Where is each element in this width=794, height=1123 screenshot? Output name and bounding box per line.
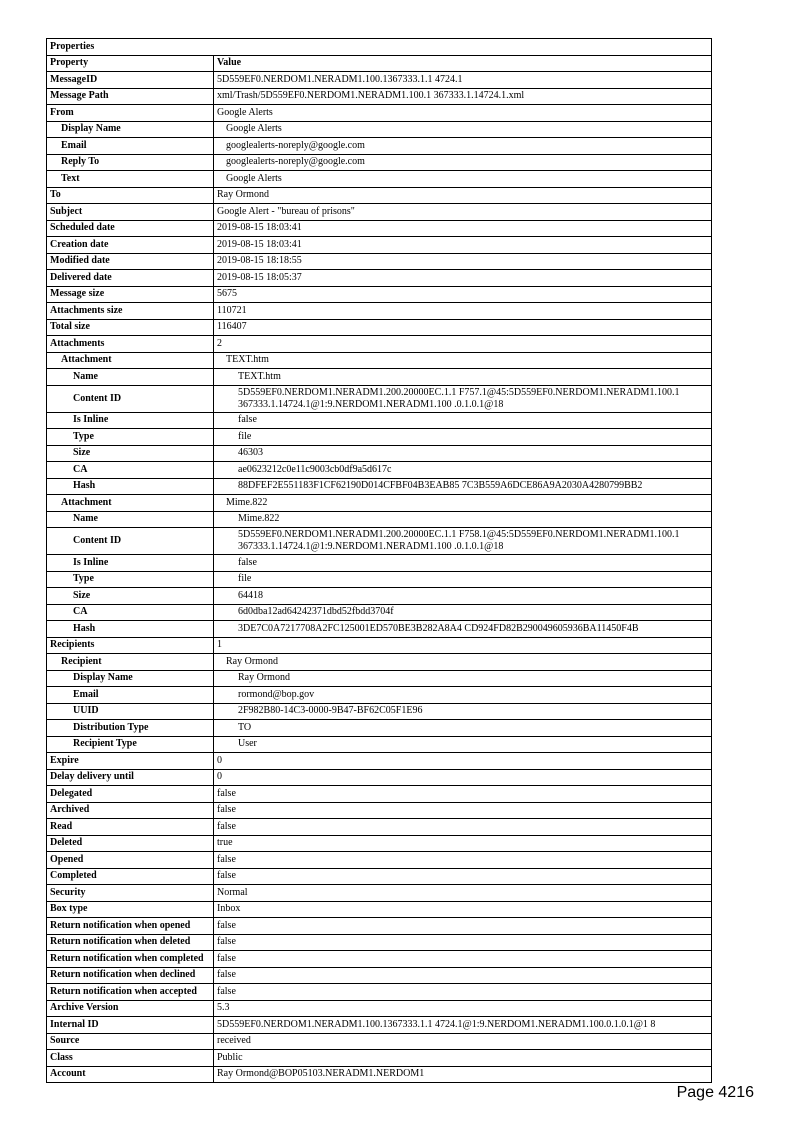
table-row bbox=[47, 1066, 712, 1083]
table-row bbox=[47, 412, 712, 429]
table-row bbox=[47, 1000, 712, 1017]
property-name: Type bbox=[47, 571, 214, 588]
property-value: rormond@bop.gov bbox=[214, 687, 712, 704]
header-property: Property bbox=[47, 55, 214, 72]
property-value: Inbox bbox=[214, 901, 712, 918]
table-row bbox=[47, 934, 712, 951]
property-value: false bbox=[214, 868, 712, 885]
table-row bbox=[47, 138, 712, 155]
table-row bbox=[47, 319, 712, 336]
table-row bbox=[47, 303, 712, 320]
table-row bbox=[47, 604, 712, 621]
table-row bbox=[47, 154, 712, 171]
property-name: Attachment bbox=[47, 495, 214, 512]
property-name: To bbox=[47, 187, 214, 204]
property-name: Name bbox=[47, 369, 214, 386]
property-value: googlealerts-noreply@google.com bbox=[214, 138, 712, 155]
property-value: 116407 bbox=[214, 319, 712, 336]
table-row bbox=[47, 720, 712, 737]
property-value: Google Alerts bbox=[214, 105, 712, 122]
table-title-row bbox=[47, 39, 712, 56]
property-name: Account bbox=[47, 1066, 214, 1083]
property-name: From bbox=[47, 105, 214, 122]
property-value: 1 bbox=[214, 637, 712, 654]
table-row bbox=[47, 868, 712, 885]
table-row bbox=[47, 637, 712, 654]
property-name: UUID bbox=[47, 703, 214, 720]
property-name: Name bbox=[47, 511, 214, 528]
table-row bbox=[47, 121, 712, 138]
property-value: false bbox=[214, 819, 712, 836]
property-name: CA bbox=[47, 604, 214, 621]
property-value: 5675 bbox=[214, 286, 712, 303]
property-value: 5D559EF0.NERDOM1.NERADM1.100.1367333.1.1 4724.1 bbox=[214, 72, 712, 89]
property-name: Box type bbox=[47, 901, 214, 918]
property-name: Delivered date bbox=[47, 270, 214, 287]
property-name: Archive Version bbox=[47, 1000, 214, 1017]
table-row bbox=[47, 835, 712, 852]
table-row bbox=[47, 204, 712, 221]
property-name: Modified date bbox=[47, 253, 214, 270]
property-name: Recipient bbox=[47, 654, 214, 671]
property-name: Creation date bbox=[47, 237, 214, 254]
table-row bbox=[47, 187, 712, 204]
table-row bbox=[47, 588, 712, 605]
property-value: 5D559EF0.NERDOM1.NERADM1.200.20000EC.1.1 F757.1@45:5D559EF0.NERDOM1.NERADM1.100.1 367333.1.14724.1@1:9.NERDOM1.NERADM1.100 .0.1.0.1@18 bbox=[214, 385, 712, 412]
property-value: ae0623212c0e11c9003cb0df9a5d617c bbox=[214, 462, 712, 479]
property-name: Total size bbox=[47, 319, 214, 336]
property-value: Public bbox=[214, 1050, 712, 1067]
property-value: Mime.822 bbox=[214, 495, 712, 512]
property-name: Internal ID bbox=[47, 1017, 214, 1034]
property-value: false bbox=[214, 967, 712, 984]
table-row bbox=[47, 687, 712, 704]
property-value: 5D559EF0.NERDOM1.NERADM1.200.20000EC.1.1 F758.1@45:5D559EF0.NERDOM1.NERADM1.100.1 367333.1.14724.1@1:9.NERDOM1.NERADM1.100 .0.1.0.1@18 bbox=[214, 528, 712, 555]
property-value: false bbox=[214, 802, 712, 819]
table-row bbox=[47, 802, 712, 819]
table-row bbox=[47, 967, 712, 984]
table-row bbox=[47, 703, 712, 720]
property-name: Content ID bbox=[47, 385, 214, 412]
property-value: 2019-08-15 18:03:41 bbox=[214, 237, 712, 254]
property-name: Scheduled date bbox=[47, 220, 214, 237]
property-value: 2F982B80-14C3-0000-9B47-BF62C05F1E96 bbox=[214, 703, 712, 720]
property-name: Class bbox=[47, 1050, 214, 1067]
property-name: Recipient Type bbox=[47, 736, 214, 753]
table-row bbox=[47, 769, 712, 786]
property-name: Type bbox=[47, 429, 214, 446]
table-row bbox=[47, 478, 712, 495]
table-row bbox=[47, 105, 712, 122]
property-value: User bbox=[214, 736, 712, 753]
table-row bbox=[47, 88, 712, 105]
table-row bbox=[47, 786, 712, 803]
property-name: Source bbox=[47, 1033, 214, 1050]
property-name: Message size bbox=[47, 286, 214, 303]
property-value: false bbox=[214, 918, 712, 935]
property-value: Ray Ormond bbox=[214, 670, 712, 687]
property-value: false bbox=[214, 984, 712, 1001]
property-value: file bbox=[214, 571, 712, 588]
table-row bbox=[47, 462, 712, 479]
property-name: Completed bbox=[47, 868, 214, 885]
property-value: 6d0dba12ad64242371dbd52fbdd3704f bbox=[214, 604, 712, 621]
table-row bbox=[47, 654, 712, 671]
property-name: Hash bbox=[47, 478, 214, 495]
property-name: Content ID bbox=[47, 528, 214, 555]
property-name: Delegated bbox=[47, 786, 214, 803]
property-name: Attachment bbox=[47, 352, 214, 369]
table-row bbox=[47, 528, 712, 555]
property-value: 5.3 bbox=[214, 1000, 712, 1017]
table-row bbox=[47, 286, 712, 303]
property-name: Read bbox=[47, 819, 214, 836]
property-name: Display Name bbox=[47, 121, 214, 138]
property-value: Google Alerts bbox=[214, 121, 712, 138]
property-value: 2019-08-15 18:03:41 bbox=[214, 220, 712, 237]
property-name: Return notification when opened bbox=[47, 918, 214, 935]
property-value: 64418 bbox=[214, 588, 712, 605]
property-name: Is Inline bbox=[47, 412, 214, 429]
property-value: false bbox=[214, 951, 712, 968]
table-row bbox=[47, 885, 712, 902]
property-name: Email bbox=[47, 138, 214, 155]
property-name: Display Name bbox=[47, 670, 214, 687]
header-value: Value bbox=[214, 55, 712, 72]
table-row bbox=[47, 984, 712, 1001]
property-name: Message Path bbox=[47, 88, 214, 105]
property-value: 110721 bbox=[214, 303, 712, 320]
property-value: false bbox=[214, 555, 712, 572]
property-value: 2019-08-15 18:05:37 bbox=[214, 270, 712, 287]
property-value: 46303 bbox=[214, 445, 712, 462]
property-name: Opened bbox=[47, 852, 214, 869]
table-row bbox=[47, 237, 712, 254]
property-value: 2 bbox=[214, 336, 712, 353]
table-row bbox=[47, 918, 712, 935]
property-value: false bbox=[214, 934, 712, 951]
table-row bbox=[47, 445, 712, 462]
property-value: Ray Ormond bbox=[214, 187, 712, 204]
property-name: Text bbox=[47, 171, 214, 188]
table-row bbox=[47, 72, 712, 89]
table-row bbox=[47, 495, 712, 512]
property-name: Return notification when deleted bbox=[47, 934, 214, 951]
property-value: Mime.822 bbox=[214, 511, 712, 528]
table-row bbox=[47, 736, 712, 753]
property-value: Google Alerts bbox=[214, 171, 712, 188]
property-name: Attachments bbox=[47, 336, 214, 353]
property-name: MessageID bbox=[47, 72, 214, 89]
table-row bbox=[47, 819, 712, 836]
property-name: Return notification when declined bbox=[47, 967, 214, 984]
table-row bbox=[47, 571, 712, 588]
property-name: Hash bbox=[47, 621, 214, 638]
property-name: Archived bbox=[47, 802, 214, 819]
property-value: true bbox=[214, 835, 712, 852]
table-header-row bbox=[47, 55, 712, 72]
property-name: Security bbox=[47, 885, 214, 902]
property-value: xml/Trash/5D559EF0.NERDOM1.NERADM1.100.1 367333.1.14724.1.xml bbox=[214, 88, 712, 105]
properties-table-body bbox=[47, 39, 712, 1083]
table-row bbox=[47, 1017, 712, 1034]
property-value: 5D559EF0.NERDOM1.NERADM1.100.1367333.1.1 4724.1@1:9.NERDOM1.NERADM1.100.0.1.0.1@1 8 bbox=[214, 1017, 712, 1034]
property-name: Expire bbox=[47, 753, 214, 770]
property-name: Deleted bbox=[47, 835, 214, 852]
table-row bbox=[47, 270, 712, 287]
property-value: 0 bbox=[214, 769, 712, 786]
table-row bbox=[47, 670, 712, 687]
property-name: Return notification when completed bbox=[47, 951, 214, 968]
property-value: false bbox=[214, 412, 712, 429]
property-name: CA bbox=[47, 462, 214, 479]
table-row bbox=[47, 369, 712, 386]
table-title: Properties bbox=[47, 39, 712, 56]
property-value: Google Alert - "bureau of prisons" bbox=[214, 204, 712, 221]
property-value: 88DFEF2E551183F1CF62190D014CFBF04B3EAB85 7C3B559A6DCE86A9A2030A4280799BB2 bbox=[214, 478, 712, 495]
property-value: TO bbox=[214, 720, 712, 737]
table-row bbox=[47, 352, 712, 369]
table-row bbox=[47, 555, 712, 572]
property-value: Normal bbox=[214, 885, 712, 902]
table-row bbox=[47, 1050, 712, 1067]
property-value: TEXT.htm bbox=[214, 369, 712, 386]
property-value: received bbox=[214, 1033, 712, 1050]
table-row bbox=[47, 901, 712, 918]
property-value: 3DE7C0A7217708A2FC125001ED570BE3B282A8A4 CD924FD82B290049605936BA11450F4B bbox=[214, 621, 712, 638]
table-row bbox=[47, 220, 712, 237]
property-value: file bbox=[214, 429, 712, 446]
property-name: Subject bbox=[47, 204, 214, 221]
property-name: Distribution Type bbox=[47, 720, 214, 737]
property-name: Delay delivery until bbox=[47, 769, 214, 786]
table-row bbox=[47, 1033, 712, 1050]
property-name: Email bbox=[47, 687, 214, 704]
table-row bbox=[47, 429, 712, 446]
table-row bbox=[47, 621, 712, 638]
table-row bbox=[47, 385, 712, 412]
page-number: Page 4216 bbox=[676, 1084, 754, 1101]
table-row bbox=[47, 753, 712, 770]
table-row bbox=[47, 171, 712, 188]
property-value: false bbox=[214, 852, 712, 869]
property-value: 0 bbox=[214, 753, 712, 770]
table-row bbox=[47, 951, 712, 968]
property-name: Return notification when accepted bbox=[47, 984, 214, 1001]
properties-table bbox=[46, 38, 712, 1083]
property-value: 2019-08-15 18:18:55 bbox=[214, 253, 712, 270]
property-value: googlealerts-noreply@google.com bbox=[214, 154, 712, 171]
property-name: Recipients bbox=[47, 637, 214, 654]
property-value: Ray Ormond bbox=[214, 654, 712, 671]
property-name: Attachments size bbox=[47, 303, 214, 320]
property-name: Is Inline bbox=[47, 555, 214, 572]
property-name: Size bbox=[47, 588, 214, 605]
property-name: Size bbox=[47, 445, 214, 462]
property-name: Reply To bbox=[47, 154, 214, 171]
property-value: Ray Ormond@BOP05103.NERADM1.NERDOM1 bbox=[214, 1066, 712, 1083]
property-value: false bbox=[214, 786, 712, 803]
table-row bbox=[47, 852, 712, 869]
property-value: TEXT.htm bbox=[214, 352, 712, 369]
table-row bbox=[47, 253, 712, 270]
table-row bbox=[47, 511, 712, 528]
table-row bbox=[47, 336, 712, 353]
